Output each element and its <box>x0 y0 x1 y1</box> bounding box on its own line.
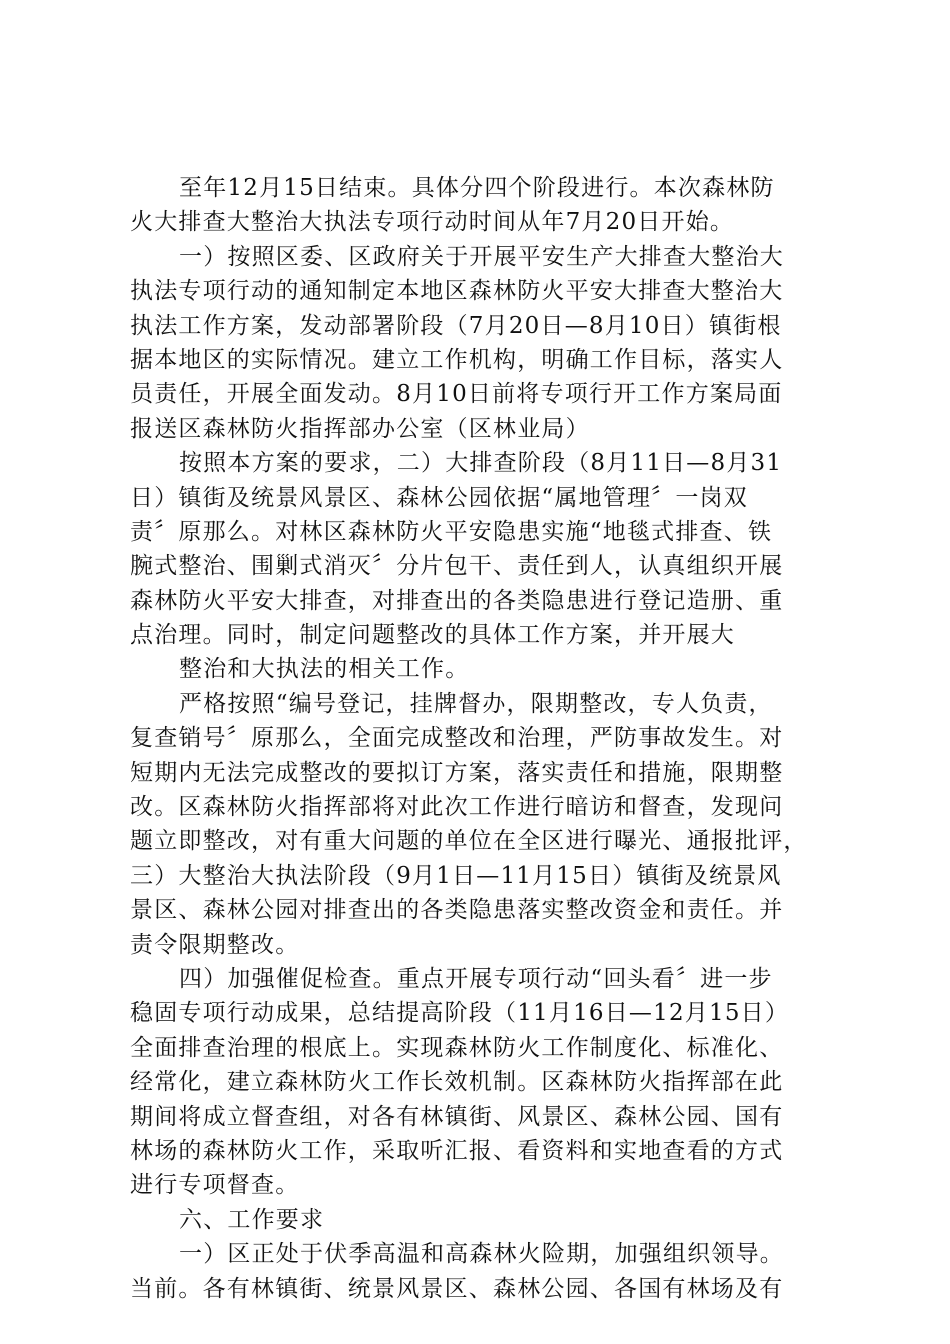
text-line: 至年12月15日结束。具体分四个阶段进行。本次森林防 <box>179 175 775 201</box>
text-line: 经常化，建立森林防火工作长效机制。区森林防火指挥部在此 <box>130 1069 784 1096</box>
text-line: 按照本方案的要求，二）大排查阶段（8月11日—8月31 <box>179 450 783 477</box>
text-line: 期间将成立督查组，对各有林镇街、风景区、森林公园、国有 <box>130 1103 784 1130</box>
text-line: 严格按照“编号登记，挂牌督办，限期整改，专人负责， <box>179 690 773 717</box>
text-line: 据本地区的实际情况。建立工作机构，明确工作目标，落实人 <box>130 346 784 373</box>
text-line: 员责任，开展全面发动。8月10日前将专项行开工作方案局面 <box>130 381 783 408</box>
text-line: 责令限期整改。 <box>130 931 300 958</box>
text-line: 执法工作方案，发动部署阶段（7月20日—8月10日）镇街根 <box>130 312 782 339</box>
text-line: 报送区森林防火指挥部办公室（区林业局） <box>130 415 590 442</box>
text-line: 点治理。同时，制定问题整改的具体工作方案，并开展大 <box>130 622 735 649</box>
text-line: 林场的森林防火工作，采取听汇报、看资料和实地查看的方式 <box>130 1137 784 1164</box>
text-line: 三）大整治大执法阶段（9月1日—11月15日）镇街及统景风 <box>130 862 782 889</box>
text-line: 进行专项督查。 <box>130 1172 300 1199</box>
text-line: 短期内无法完成整改的要拟订方案，落实责任和措施，限期整 <box>130 759 784 786</box>
text-line: 森林防火平安大排查，对排查出的各类隐患进行登记造册、重 <box>130 587 784 614</box>
section-heading: 六、工作要求 <box>179 1206 325 1233</box>
text-line: 执法专项行动的通知制定本地区森林防火平安大排查大整治大 <box>130 278 784 305</box>
text-line: 火大排查大整治大执法专项行动时间从年7月20日开始。 <box>130 209 735 236</box>
text-line: 全面排查治理的根底上。实现森林防火工作制度化、标准化、 <box>130 1034 784 1061</box>
text-line: 改。区森林防火指挥部将对此次工作进行暗访和督查，发现问 <box>130 794 784 821</box>
text-line: 一）按照区委、区政府关于开展平安生产大排查大整治大 <box>179 243 784 270</box>
text-line: 复查销号〞原那么，全面完成整改和治理，严防事故发生。对 <box>130 725 784 752</box>
text-line: 四）加强催促检查。重点开展专项行动“回头看〞进一步 <box>179 965 773 992</box>
text-line: 责〞原那么。对林区森林防火平安隐患实施“地毯式排查、铁 <box>130 518 773 545</box>
text-line: 日）镇街及统景风景区、森林公园依据“属地管理〞一岗双 <box>130 484 748 511</box>
text-line: 整治和大执法的相关工作。 <box>179 656 470 683</box>
text-line: 当前。各有林镇街、统景风景区、森林公园、各国有林场及有 <box>130 1275 784 1302</box>
text-line: 景区、森林公园对排查出的各类隐患落实整改资金和责任。并 <box>130 897 784 924</box>
text-line: 题立即整改，对有重大问题的单位在全区进行曝光、通报批评， <box>130 828 808 855</box>
text-line: 一）区正处于伏季高温和高森林火险期，加强组织领导。 <box>179 1241 784 1268</box>
text-line: 稳固专项行动成果，总结提高阶段（11月16日—12月15日） <box>130 1000 790 1027</box>
document-body <box>130 171 830 1306</box>
text-line: 腕式整治、围剿式消灭〞分片包干、责任到人，认真组织开展 <box>130 553 784 580</box>
